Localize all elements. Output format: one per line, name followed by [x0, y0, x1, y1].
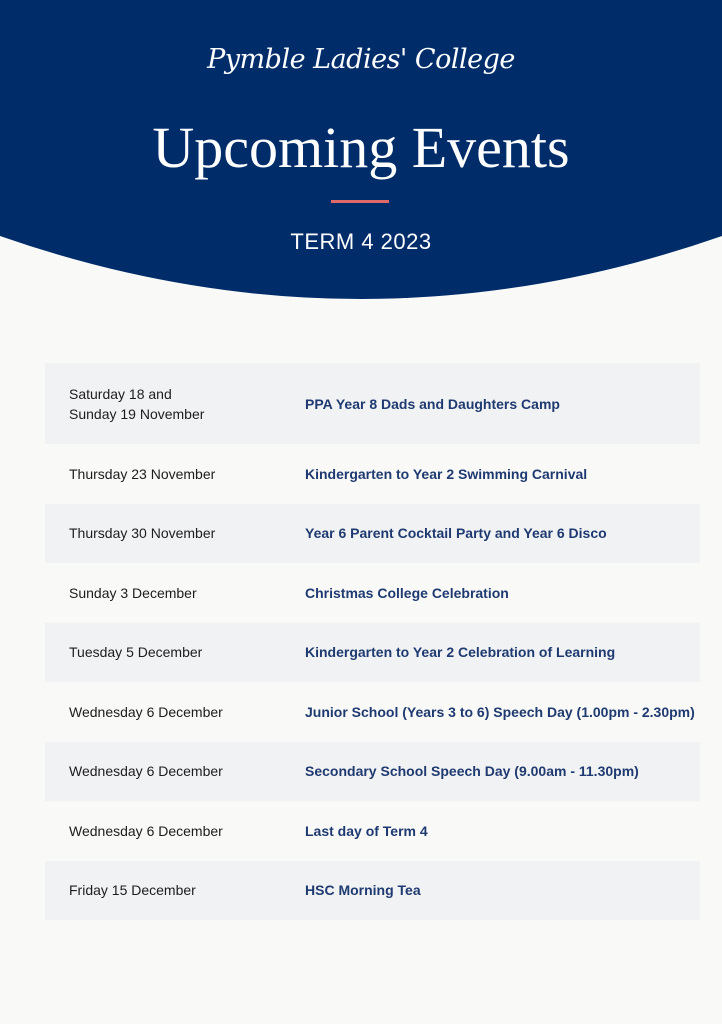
event-date: Saturday 18 and Sunday 19 November: [69, 385, 205, 422]
event-name: PPA Year 8 Dads and Daughters Camp: [305, 395, 560, 412]
event-row: [45, 742, 700, 802]
event-row: [45, 444, 700, 504]
page-title: Upcoming Events: [152, 115, 570, 180]
event-date: Wednesday 6 December: [69, 703, 223, 720]
event-date: Sunday 3 December: [69, 584, 197, 601]
event-name: Junior School (Years 3 to 6) Speech Day (1.00pm - 2.30pm): [305, 703, 695, 720]
event-name: Year 6 Parent Cocktail Party and Year 6 Disco: [305, 525, 607, 542]
term-subtitle: TERM 4 2023: [290, 229, 432, 254]
event-row: [45, 801, 700, 861]
event-name: Kindergarten to Year 2 Celebration of Learning: [305, 644, 616, 661]
event-row: [45, 861, 700, 921]
event-name: Last day of Term 4: [305, 822, 428, 839]
event-name: Kindergarten to Year 2 Swimming Carnival: [305, 465, 588, 482]
event-date: Wednesday 6 December: [69, 763, 223, 780]
event-date: Friday 15 December: [69, 882, 196, 899]
event-row: [45, 504, 700, 564]
event-date: Thursday 23 November: [69, 465, 216, 482]
event-date: Tuesday 5 December: [69, 644, 203, 661]
event-row: [45, 563, 700, 623]
college-logo: Pymble Ladies' College: [207, 44, 515, 75]
event-name: Christmas College Celebration: [305, 584, 509, 601]
event-name: HSC Morning Tea: [305, 882, 421, 899]
event-row: [45, 682, 700, 742]
event-date: Wednesday 6 December: [69, 822, 223, 839]
events-table: [45, 363, 700, 920]
title-divider: [331, 200, 389, 203]
event-row: [45, 623, 700, 683]
event-row: [45, 363, 700, 444]
event-name: Secondary School Speech Day (9.00am - 11.30pm): [305, 763, 639, 780]
event-date: Thursday 30 November: [69, 525, 216, 542]
